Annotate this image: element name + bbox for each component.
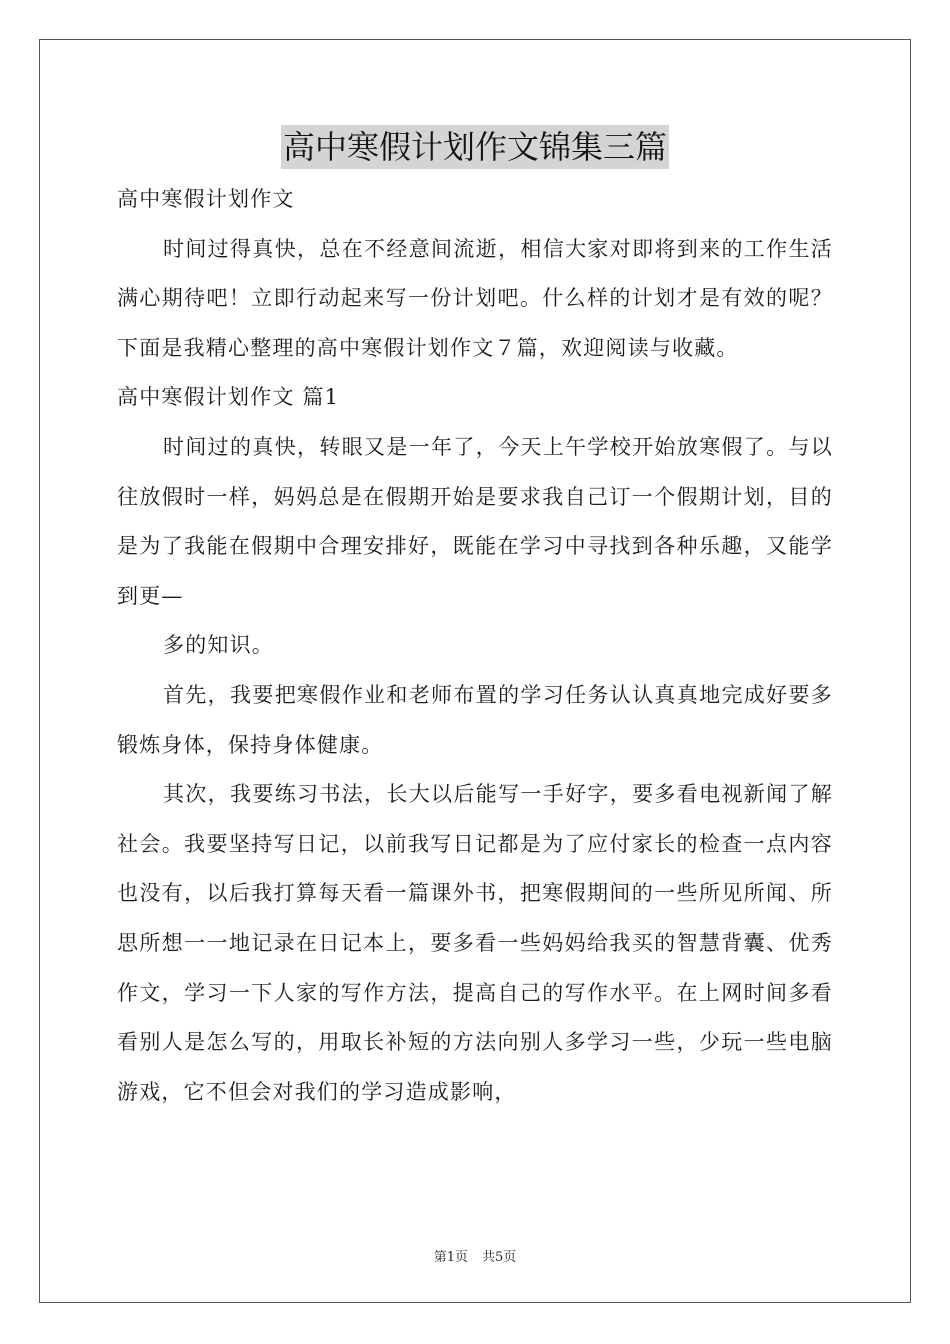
section-heading: 高中寒假计划作文 篇1 (117, 385, 340, 410)
intro-paragraph: 时间过得真快，总在不经意间流逝，相信大家对即将到来的工作生活满心期待吧！立即行动起来写一份计划吧。什么样的计划才是有效的呢？下面是我精心整理的高中寒假计划作文７篇，欢迎阅读与收藏。 (117, 236, 833, 360)
body-paragraph: 首先，我要把寒假作业和老师布置的学习任务认认真真地完成好要多锻炼身体，保持身体健康。 (117, 682, 833, 757)
body-paragraph: 多的知识。 (163, 633, 274, 658)
body-paragraph: 其次，我要练习书法，长大以后能写一手好字，要多看电视新闻了解社会。我要坚持写日记，以前我写日记都是为了应付家长的检查一点内容也没有，以后我打算每天看一篇课外书，把寒假期间的一些所见所闻、所思所想一一地记录在日记本上，要多看一些妈妈给我买的智慧背囊、优秀作文，学习一下人家的写作方法，提高自己的写作水平。在上网时间多看看别人是怎么写的，用取长补短的方法向别人多学习一些，少玩一些电脑游戏，它不但会对我们的学习造成影响， (117, 782, 833, 1104)
page-total: 共5页 (482, 1250, 517, 1265)
page-number: 第1页 (433, 1250, 468, 1265)
page-footer (0, 1246, 950, 1265)
body-paragraph: 时间过的真快，转眼又是一年了，今天上午学校开始放寒假了。与以往放假时一样，妈妈总是在假期开始是要求我自己订一个假期计划，目的是为了我能在假期中合理安排好，既能在学习中寻找到各种乐趣，又能学到更— (117, 434, 833, 608)
title-container (0, 125, 950, 169)
document-title: 高中寒假计划作文锦集三篇 (281, 125, 669, 169)
subtitle-heading: 高中寒假计划作文 (117, 187, 295, 211)
document-body (117, 175, 833, 1117)
